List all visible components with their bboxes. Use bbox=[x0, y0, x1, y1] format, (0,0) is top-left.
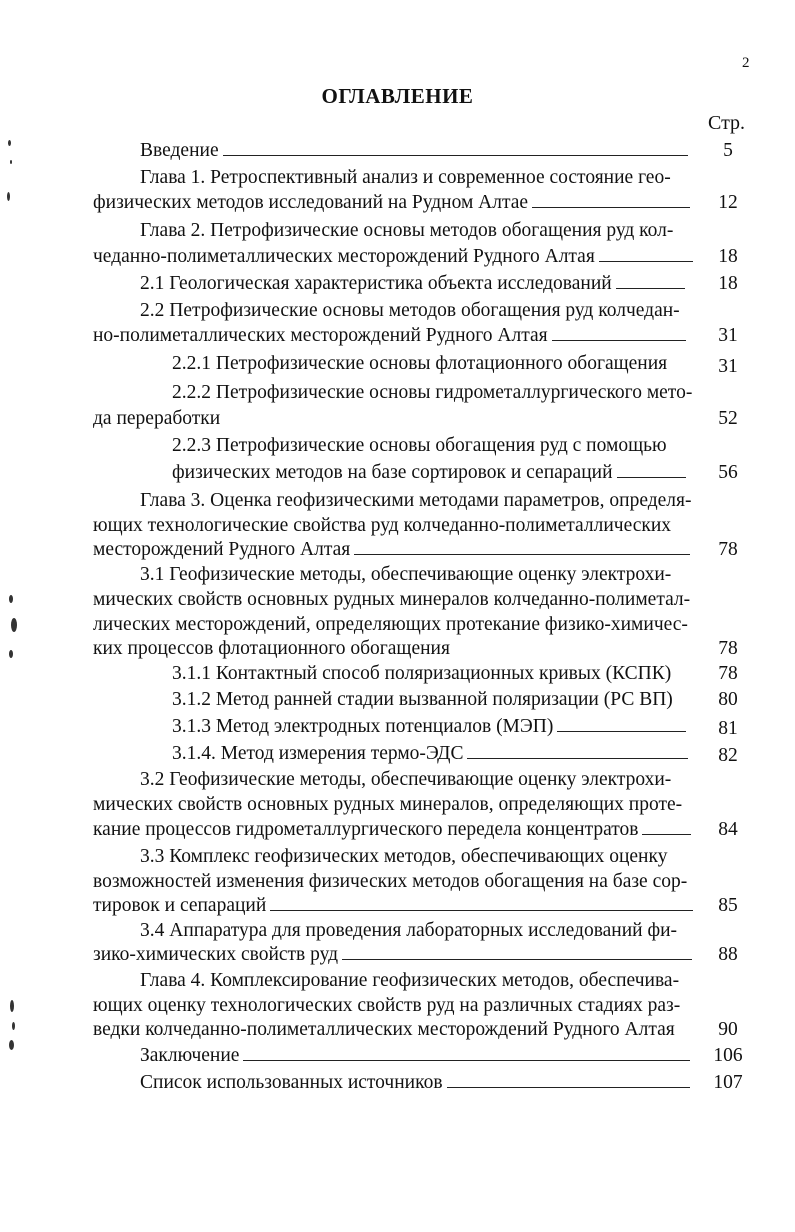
toc-entry-line bbox=[93, 636, 450, 662]
page-title: ОГЛАВЛЕНИЕ bbox=[321, 84, 474, 108]
toc-entry-text: 3.1 Геофизические методы, обеспечивающие оценку электрохи- bbox=[140, 564, 672, 585]
toc-entry-line bbox=[93, 406, 220, 432]
toc-entry-line bbox=[93, 323, 686, 349]
toc-entry-line bbox=[140, 562, 671, 588]
toc-entry-line bbox=[93, 993, 680, 1019]
toc-entry-text: 2.2.2 Петрофизические основы гидрометаллургического мето- bbox=[172, 382, 693, 403]
toc-entry-line bbox=[140, 271, 685, 297]
toc-leader-line bbox=[532, 191, 690, 208]
toc-entry-line bbox=[140, 767, 671, 793]
toc-leader-line bbox=[617, 461, 686, 478]
toc-entry-line bbox=[140, 488, 692, 514]
toc-entry-line bbox=[172, 687, 673, 713]
toc-entry-text: 3.3 Комплекс геофизических методов, обеспечивающих оценку bbox=[140, 846, 668, 867]
toc-entry-line bbox=[140, 918, 677, 944]
toc-entry-text: лических месторождений, определяющих протекание физико-химичес- bbox=[93, 614, 688, 635]
toc-entry-line bbox=[93, 190, 690, 216]
toc-page-number: 106 bbox=[713, 1045, 743, 1066]
toc-entry-line bbox=[93, 612, 688, 638]
toc-entry-text: физических методов исследований на Рудном Алтае bbox=[93, 192, 529, 213]
toc-page-number: 31 bbox=[718, 325, 738, 346]
toc-entry-text: зико-химических свойств руд bbox=[93, 944, 339, 965]
page-column-header: Стр. bbox=[708, 112, 746, 134]
toc-leader-line bbox=[223, 139, 688, 156]
toc-entry-line bbox=[172, 460, 686, 486]
toc-entry-text: ющих технологические свойства руд колчеданно-полиметаллических bbox=[93, 515, 672, 536]
toc-entry-line bbox=[140, 298, 680, 324]
toc-entry-text: Глава 1. Ретроспективный анализ и современное состояние гео- bbox=[140, 167, 671, 188]
toc-page-number: 31 bbox=[718, 356, 738, 377]
toc-entry-text: но-полиметаллических месторождений Рудного Алтая bbox=[93, 325, 548, 346]
toc-page-number: 78 bbox=[718, 638, 738, 659]
toc-entry-text: да переработки bbox=[93, 408, 221, 429]
toc-leader-line bbox=[270, 894, 693, 911]
toc-entry-line bbox=[93, 537, 690, 563]
toc-entry-text: 3.1.2 Метод ранней стадии вызванной поляризации (РС ВП) bbox=[172, 689, 673, 710]
toc-entry-line bbox=[172, 433, 667, 459]
toc-page-number: 18 bbox=[718, 246, 738, 267]
toc-page-number: 18 bbox=[718, 273, 738, 294]
page-number: 2 bbox=[742, 55, 750, 71]
toc-page-number: 78 bbox=[718, 663, 738, 684]
toc-page-number: 90 bbox=[718, 1019, 738, 1040]
toc-entry-line bbox=[93, 1017, 675, 1043]
toc-page-number: 88 bbox=[718, 944, 738, 965]
toc-page-number: 80 bbox=[718, 689, 738, 710]
toc-leader-line bbox=[557, 715, 686, 732]
toc-entry-text: Список использованных источников bbox=[140, 1072, 443, 1093]
toc-page-number: 12 bbox=[718, 192, 738, 213]
toc-entry-line bbox=[172, 714, 686, 740]
toc-page-number: 5 bbox=[723, 140, 733, 161]
toc-entry-line bbox=[93, 869, 687, 895]
toc-leader-line bbox=[616, 272, 685, 289]
toc-entry-line bbox=[93, 893, 693, 919]
toc-leader-line bbox=[342, 943, 692, 960]
toc-entry-line bbox=[93, 513, 671, 539]
toc-leader-line bbox=[354, 538, 690, 555]
toc-entry-text: ющих оценку технологических свойств руд на различных стадиях раз- bbox=[93, 995, 681, 1016]
toc-entry-text: возможностей изменения физических методов обогащения на базе сор- bbox=[93, 871, 688, 892]
toc-entry-text: Глава 3. Оценка геофизическими методами параметров, определя- bbox=[140, 490, 692, 511]
toc-entry-line bbox=[172, 351, 667, 377]
toc-entry-line bbox=[140, 218, 673, 244]
toc-leader-line bbox=[599, 245, 693, 262]
toc-page-number: 84 bbox=[718, 819, 738, 840]
toc-entry-text: мических свойств основных рудных минералов колчеданно-полиметал- bbox=[93, 589, 691, 610]
toc-page-number: 107 bbox=[713, 1072, 743, 1093]
toc-page-number: 52 bbox=[718, 408, 738, 429]
toc-page-number: 78 bbox=[718, 539, 738, 560]
toc-entry-line bbox=[93, 587, 690, 613]
toc-entry-line bbox=[140, 165, 671, 191]
toc-leader-line bbox=[243, 1044, 690, 1061]
toc-entry-text: 2.1 Геологическая характеристика объекта исследований bbox=[140, 273, 612, 294]
toc-entry-line bbox=[172, 661, 671, 687]
toc-entry-line bbox=[93, 942, 692, 968]
toc-entry-line bbox=[140, 1043, 690, 1069]
toc-entry-text: месторождений Рудного Алтая bbox=[93, 539, 351, 560]
toc-leader-line bbox=[552, 324, 686, 341]
toc-entry-text: 3.1.4. Метод измерения термо-ЭДС bbox=[172, 743, 464, 764]
toc-entry-text: мических свойств основных рудных минералов, определяющих проте- bbox=[93, 794, 683, 815]
toc-leader-line bbox=[642, 818, 691, 835]
toc-page-number: 81 bbox=[718, 718, 738, 739]
toc-entry-line bbox=[140, 138, 688, 164]
toc-entry-text: Заключение bbox=[140, 1045, 240, 1066]
toc-entry-line bbox=[172, 741, 688, 767]
toc-entry-text: 2.2.3 Петрофизические основы обогащения руд с помощью bbox=[172, 435, 667, 456]
toc-entry-text: 3.4 Аппаратура для проведения лабораторных исследований фи- bbox=[140, 920, 678, 941]
toc-entry-text: 3.1.1 Контактный способ поляризационных кривых (КСПК) bbox=[172, 663, 672, 684]
toc-entry-text: чеданно-полиметаллических месторождений Рудного Алтая bbox=[93, 246, 595, 267]
toc-entry-text: ведки колчеданно-полиметаллических месторождений Рудного Алтая bbox=[93, 1019, 675, 1040]
toc-entry-line bbox=[140, 844, 667, 870]
toc-entry-text: тировок и сепараций bbox=[93, 895, 267, 916]
toc-entry-line bbox=[93, 817, 691, 843]
toc-page-number: 82 bbox=[718, 745, 738, 766]
toc-entry-line bbox=[140, 1070, 690, 1096]
toc-entry-line bbox=[93, 244, 693, 270]
toc-entry-line bbox=[172, 380, 692, 406]
toc-entry-text: ких процессов флотационного обогащения bbox=[93, 638, 450, 659]
toc-leader-line bbox=[467, 742, 688, 759]
toc-entry-text: Введение bbox=[140, 140, 219, 161]
toc-entry-line bbox=[93, 792, 682, 818]
toc-entry-text: 3.1.3 Метод электродных потенциалов (МЭП) bbox=[172, 716, 554, 737]
toc-page-number: 56 bbox=[718, 462, 738, 483]
toc-entry-text: 2.2.1 Петрофизические основы флотационного обогащения bbox=[172, 353, 668, 374]
toc-entry-text: 3.2 Геофизические методы, обеспечивающие оценку электрохи- bbox=[140, 769, 672, 790]
toc-entry-line bbox=[140, 968, 679, 994]
toc-leader-line bbox=[447, 1071, 690, 1088]
toc-entry-text: физических методов на базе сортировок и сепараций bbox=[172, 462, 613, 483]
toc-entry-text: Глава 2. Петрофизические основы методов обогащения руд кол- bbox=[140, 220, 674, 241]
toc-entry-text: кание процессов гидрометаллургического передела концентратов bbox=[93, 819, 639, 840]
toc-entry-text: Глава 4. Комплексирование геофизических методов, обеспечива- bbox=[140, 970, 680, 991]
toc-page-number: 85 bbox=[718, 895, 738, 916]
toc-entry-text: 2.2 Петрофизические основы методов обогащения руд колчедан- bbox=[140, 300, 680, 321]
